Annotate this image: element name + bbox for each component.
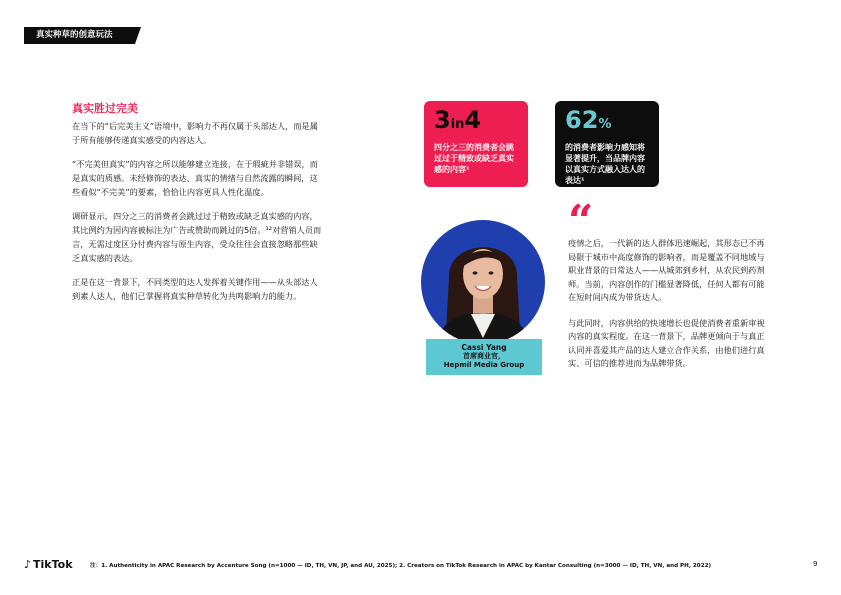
portrait-caption xyxy=(426,339,542,375)
quote-mark-icon: “ xyxy=(568,196,594,247)
paragraph: “不完美但真实”的内容之所以能够建立连接，在于瑕疵并非错误，而是真实的质感。未经修饰的表达、真实的情绪与自然流露的瞬间，这些看似“不完美”的要素，恰恰让内容更具人性化温度。 xyxy=(72,159,318,197)
tiktok-logo xyxy=(24,558,73,571)
paragraph: 正是在这一背景下，不同类型的达人发挥着关键作用——从头部达人到素人达人，他们已掌握将真实种草转化为共鸣影响力的能力。 xyxy=(72,277,318,301)
stat-card-62-percent xyxy=(555,101,659,187)
stat-number: 3in4 xyxy=(434,106,482,134)
paragraph: 疫情之后，一代新的达人群体迅速崛起，其形态已不再局限于城市中高度修饰的影响者，而是覆盖不同地域与职业背景的日常达人——从城郊到乡村，从农民到药剂师。当前，内容创作的门槛显著降低，任何人都有可能在短时间内成为带货达人。 xyxy=(568,238,765,302)
logo-text: TikTok xyxy=(33,558,73,571)
person-name: Cassi Yang xyxy=(461,343,507,352)
paragraph: 调研显示，四分之三的消费者会跳过过于精致或缺乏真实感的内容，其比例约为因内容被标注为广告或赞助而跳过的5倍。¹²对营销人员而言，无需过度区分付费内容与原生内容，受众往往会直接忽略那些缺乏真实感的表达。 xyxy=(72,211,322,263)
quote-text xyxy=(568,237,770,383)
section-heading: 真实胜过完美 xyxy=(72,102,138,115)
paragraph: 在当下的“后完美主义”语境中，影响力不再仅属于头部达人，而是属于所有能够传递真实感受的内容达人。 xyxy=(72,121,318,145)
person-role: 首席商业官， xyxy=(463,352,505,360)
page-number: 9 xyxy=(813,560,818,568)
person-organization: Hepmil Media Group xyxy=(443,361,525,369)
paragraph: 与此同时，内容供给的快速增长也促使消费者重新审视内容的真实程度。在这一背景下，品牌更倾向于与真正认同并喜爱其产品的达人建立合作关系，由他们进行真实、可信的推荐进而为品牌带货。 xyxy=(568,317,765,368)
body-text-left xyxy=(72,119,324,313)
stat-card-three-in-four xyxy=(424,101,528,187)
stat-description: 四分之三的消费者会跳过过于精致或缺乏真实感的内容¹ xyxy=(434,143,514,174)
stat-number: 62% xyxy=(565,106,612,134)
stat-description: 的消费者影响力感知将显著提升，当品牌内容以真实方式融入达人的表达¹ xyxy=(565,143,645,185)
tiktok-note-icon: ♪ xyxy=(24,558,32,571)
footnote: 注：1. Authenticity in APAC Research by Accenture Song (n=1000 — ID, TH, VN, JP, and AU, 2025); 2. Creators on TikTok Research in APAC by Kantar Consulting (n=3000 — ID, TH, VN, and PH, 2022) xyxy=(90,563,712,569)
section-tag: 真实种草的创意玩法 xyxy=(24,27,135,44)
